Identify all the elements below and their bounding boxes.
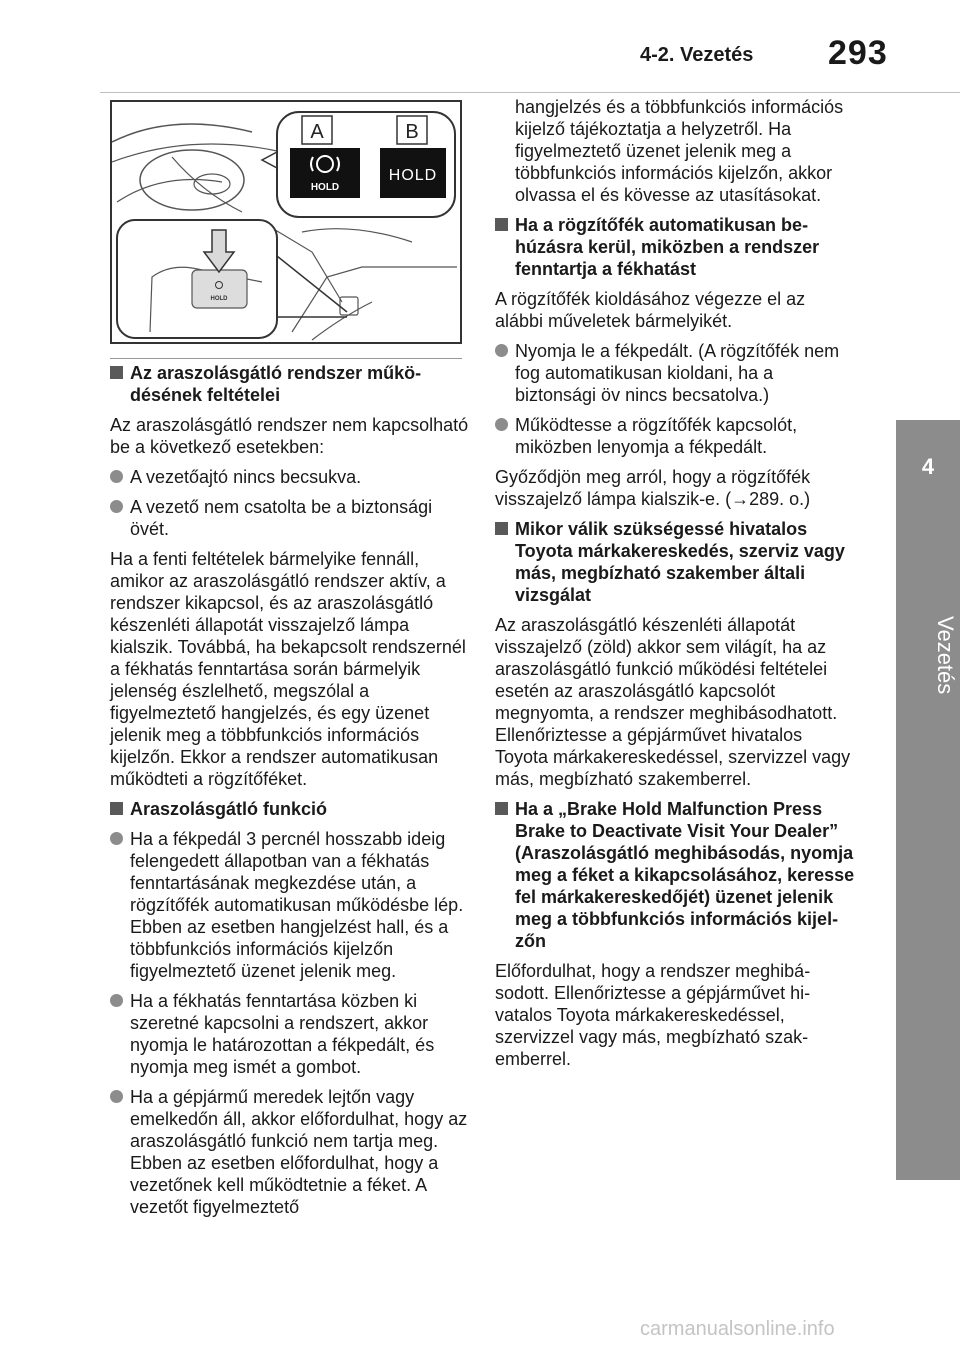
paragraph: A rögzítőfék kioldásához végezze el az alábbi műveletek bármelyikét. (495, 289, 806, 331)
heading-parking-brake-applied: Ha a rögzítőfék automatikusan behúzásra kerül, miközben a rendszer fenntartja a fékhatást (495, 214, 855, 280)
heading-square-icon (110, 802, 123, 815)
paragraph: Az araszolásgátló rendszer nem kapcsolható be a következő esetekben: (110, 415, 469, 457)
left-column (110, 362, 470, 1226)
figure-rule (110, 358, 462, 359)
watermark: carmanualsonline.info (640, 1318, 835, 1340)
bullet-item: Nyomja le a fékpedált. (A rögzítőfék nem fog automatikusan kioldani, ha a biztonsági öv nincs becsatolva.) (495, 340, 855, 406)
chapter-label: Vezetés (933, 615, 958, 695)
indicator-b-text: HOLD (388, 167, 438, 184)
bullet-item: Ha a fékhatás fenntartása közben ki szeretné kapcsolni a rendszert, akkor nyomja le határozottan a fékpedált, és nyomja meg ismét a gombot. (110, 990, 470, 1078)
paragraph: Az araszolásgátló készenléti állapotát visszajelző (zöld) akkor sem világít, ha az araszolásgátló funkció működési feltételei esetén az araszolásgátló kapcsolót megnyomta, a rendszer meghibásodhatott. Ellenőriztesse a gépjárművet hivatalos Toyota márkakereskedéssel, szervizzel vagy más, megbízható szakemberrel. (495, 615, 851, 789)
hold-switch (192, 270, 247, 308)
switch-text: HOLD (210, 296, 228, 302)
dashboard-drawing (112, 102, 460, 342)
heading-brake-hold-function: Araszolásgátló funkció (110, 798, 470, 820)
section-title: 4-2. Vezetés (640, 44, 754, 66)
bullet-icon (110, 470, 123, 483)
heading-dealer-inspection: Mikor válik szükségessé hivatalos Toyota márkakereskedés, szerviz vagy más, megbízható szakember általi vizsgálat (495, 518, 855, 606)
heading-square-icon (495, 218, 508, 231)
page-number: 293 (828, 34, 888, 72)
chapter-tab (896, 420, 960, 1180)
heading-square-icon (495, 802, 508, 815)
paragraph: Győződjön meg arról, hogy a rögzítőfék visszajelző lámpa kialszik-e. (→289. o.) (495, 467, 811, 509)
chapter-number: 4 (921, 454, 935, 479)
bullet-item: Működtesse a rögzítőfék kapcsolót, miközben lenyomja a fékpedált. (495, 414, 855, 458)
header-rule (100, 92, 960, 93)
label-b: B (405, 121, 419, 143)
bullet-item: A vezetőajtó nincs becsukva. (110, 466, 470, 488)
heading-square-icon (110, 366, 123, 379)
bullet-item: A vezető nem csatolta be a biztonsági övét. (110, 496, 470, 540)
bullet-continuation: hangjelzés és a többfunkciós információs kijelző tájékoztatja a helyzetről. Ha figyelmeztető üzenet jelenik meg a többfunkciós információs kijelzőn, akkor olvassa el és kövesse az utasításokat. (515, 97, 844, 205)
label-a: A (310, 121, 324, 143)
bullet-icon (495, 418, 508, 431)
bullet-icon (110, 1090, 123, 1103)
heading-square-icon (495, 522, 508, 535)
bullet-icon (495, 344, 508, 357)
indicator-a-text: HOLD (310, 182, 340, 193)
bullet-item: Ha a gépjármű meredek lejtőn vagy emelkedőn áll, akkor előfordulhat, hogy az araszolásgátló funkció nem tartja meg. Ebben az esetben előfordulhat, hogy a vezetőnek kell működtetnie a féket. A vezetőt figyelmeztető (110, 1086, 470, 1218)
right-column (495, 96, 855, 1078)
bullet-icon (110, 994, 123, 1007)
heading-malfunction-message: Ha a „Brake Hold Malfunction Press Brake to Deactivate Visit Your Dealer” (Araszolásgátló meghibásodás, nyomja meg a féket a kikapcsolásához, keresse fel márkakereskedőjét) üzenet jelenik meg a többfunkciós információs kijelzőn (495, 798, 855, 952)
bullet-item: Ha a fékpedál 3 percnél hosszabb ideig felengedett állapotban van a fékhatás fenntartásának megkezdése után, a rögzítőfék automatikusan működésbe lép. Ebben az esetben hangjelzést hall, és a többfunkciós információs kijelzőn figyelmeztető üzenet jelenik meg. (110, 828, 470, 982)
bullet-icon (110, 500, 123, 513)
paragraph: Ha a fenti feltételek bármelyike fennáll, amikor az araszolásgátló rendszer aktív, a rendszer kikapcsol, és az araszolásgátló készenléti állapotát visszajelző lámpa kialszik. Továbbá, ha bekapcsolt rendszernél a fékhatás fenntartása során bármelyik jelenség észlelhető, megszólal a figyelmeztető hangjelzés, és egy üzenet jelenik meg a többfunkciós információs kijelzőn. Ekkor a rendszer automatikusan működteti a rögzítőféket. (110, 549, 466, 789)
brake-hold-illustration (110, 100, 462, 344)
bullet-icon (110, 832, 123, 845)
paragraph: Előfordulhat, hogy a rendszer meghibásodott. Ellenőriztesse a gépjárművet hivatalos Toyota márkakereskedéssel, szervizzel vagy más, megbízható szakemberrel. (495, 961, 811, 1069)
heading-operating-conditions: Az araszolásgátló rendszer működésének feltételei (110, 362, 470, 406)
